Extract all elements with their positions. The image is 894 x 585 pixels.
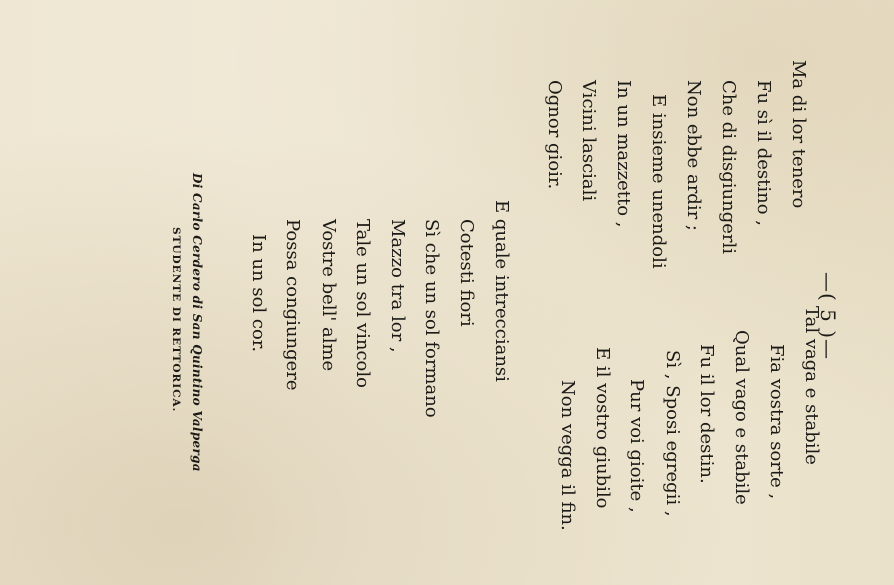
verse-line: Vicini lasciali — [578, 80, 599, 202]
verse-line: Fia vostra sorte , — [766, 344, 787, 500]
verse-line: Non ebbe ardir ; — [683, 80, 704, 231]
verse-line: Ognor gioir. — [544, 80, 565, 190]
verse-line: Possa congiungere — [282, 219, 303, 391]
verse-line: Tal vaga e stabile — [801, 306, 822, 465]
verse-line: Pur voi gioite , — [626, 379, 647, 513]
verse-line: Ma di lor tenero — [788, 60, 809, 209]
verse-line: Vostre bell' alme — [318, 219, 339, 372]
verse-line: Tale un sol vincolo — [352, 219, 373, 388]
verse-line: E quale intrecciansi — [491, 200, 512, 382]
verse-line: E insieme unendoli — [648, 94, 669, 269]
verse-line: Fu sì il destino , — [753, 80, 774, 227]
verse-line: E il vostro giubilo — [592, 347, 613, 509]
verse-line: Che di disgiungerli — [718, 80, 739, 255]
verse-line: Sì che un sol formano — [421, 219, 442, 418]
verse-line: Non vegga il fin. — [557, 380, 578, 531]
author-signature: Di Carlo Cerdero di San Quintino Valperga — [190, 173, 204, 472]
verse-line: Fu il lor destin. — [696, 344, 717, 484]
page-number: —( 5 )— — [816, 272, 840, 361]
verse-line: In un sol cor. — [248, 234, 269, 353]
verse-line: Cotesti fiori — [456, 219, 477, 327]
verse-line: Sì , Sposi egregii , — [662, 350, 683, 517]
author-role: STUDENTE DI RETTORICA. — [170, 227, 182, 413]
verse-line: Mazzo tra lor , — [387, 219, 408, 353]
verse-line: Qual vago e stabile — [731, 330, 752, 505]
verse-line: In un mazzetto , — [613, 80, 634, 228]
